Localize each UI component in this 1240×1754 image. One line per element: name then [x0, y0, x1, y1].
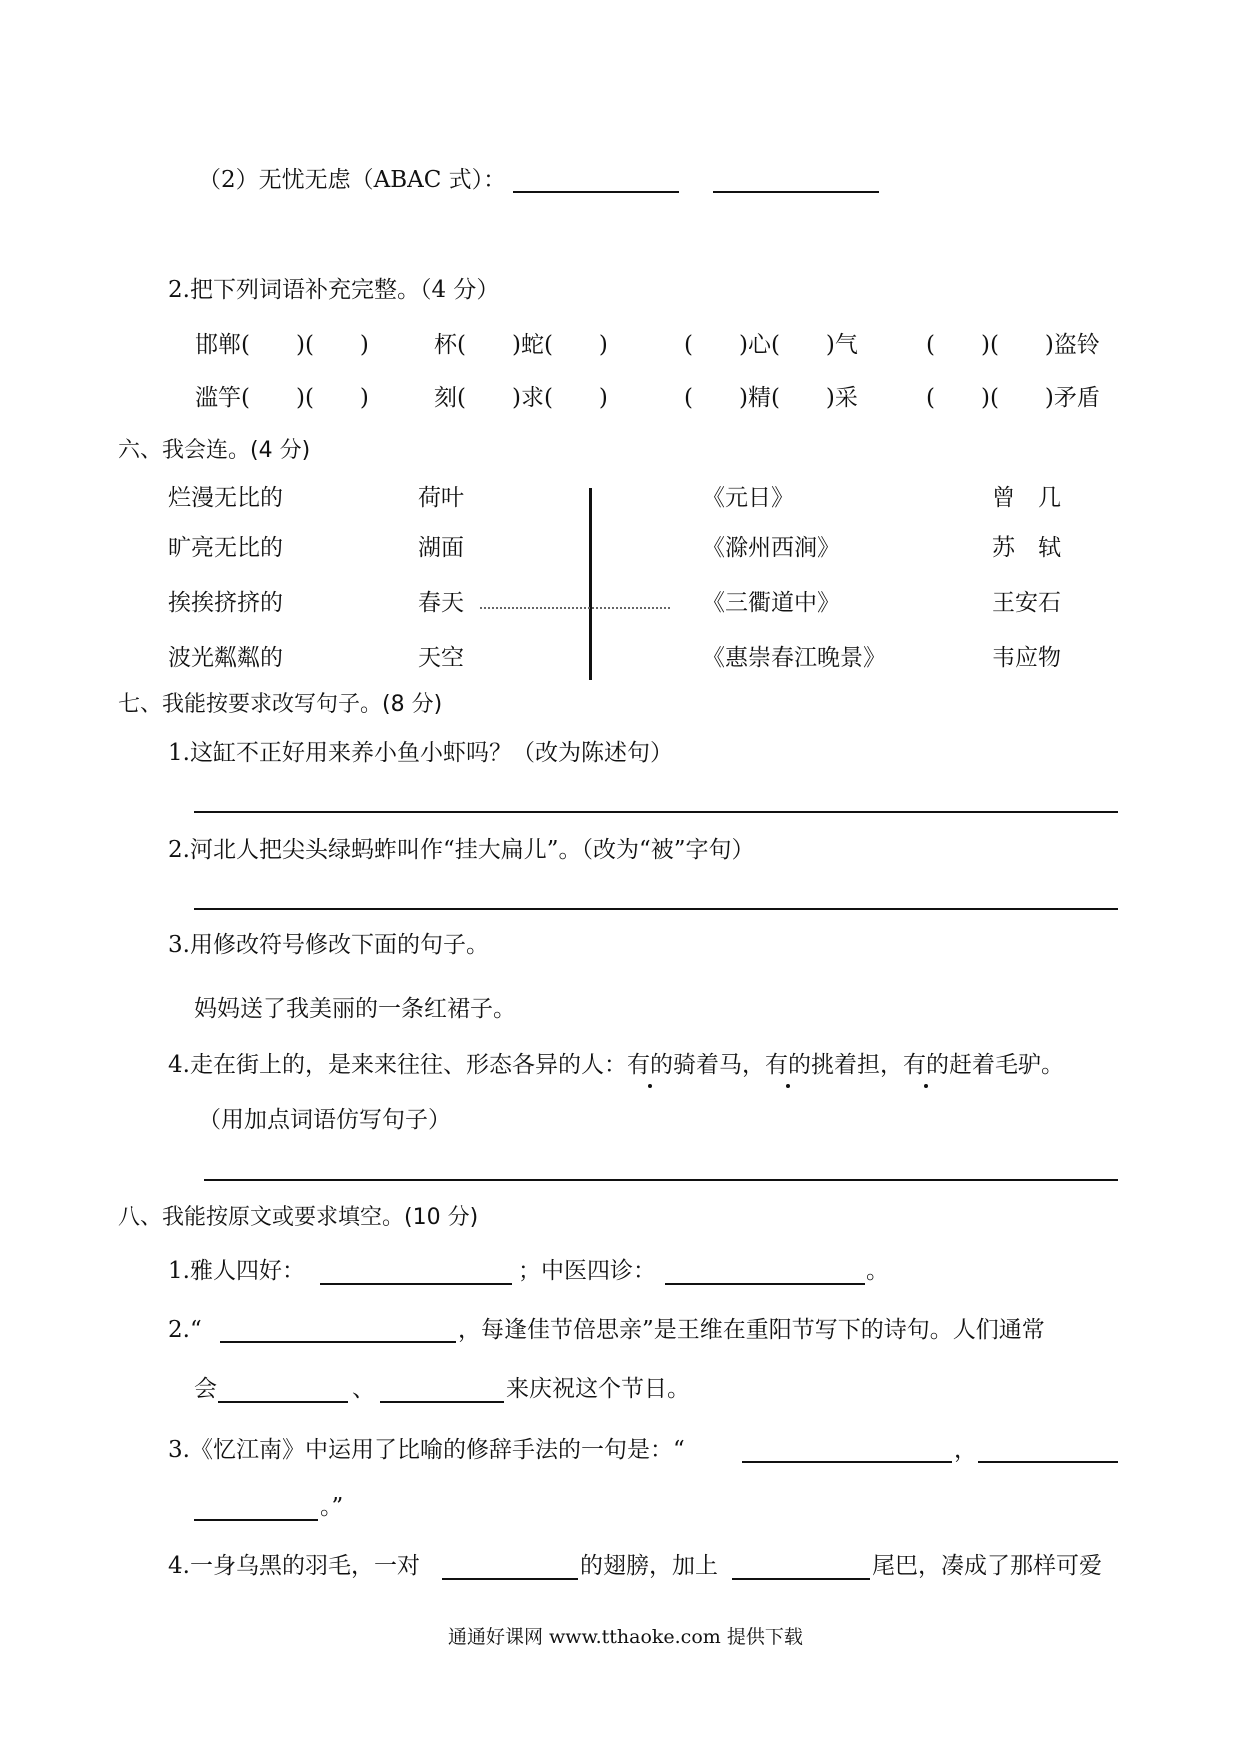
question-text: 尾巴，凑成了那样可爱 — [872, 1553, 1102, 1579]
dotted-connector — [480, 607, 670, 609]
match-left-item: 旷亮无比的 — [168, 535, 283, 561]
emphasized-word: 有的 — [764, 1052, 811, 1078]
section-title: 八、我能按原文或要求填空。(10 分) — [118, 1205, 479, 1230]
match-left-item: 波光粼粼的 — [168, 645, 283, 671]
idiom-cell: ( )精( )采 — [684, 385, 858, 411]
question-text-part: 赶着毛驴。 — [948, 1052, 1064, 1078]
match-poem-item: 《元日》 — [702, 485, 794, 511]
answer-blank[interactable] — [218, 1401, 348, 1403]
answer-blank[interactable] — [713, 191, 879, 193]
question-text-part: 骑着马， — [672, 1052, 765, 1078]
idiom-cell: 刻( )求( ) — [434, 385, 608, 411]
question-text: 会 — [194, 1376, 217, 1402]
question-text: 1.雅人四好： — [168, 1258, 305, 1284]
question-text: 。 — [866, 1258, 889, 1284]
question-text: 4.一身乌黑的羽毛，一对 — [168, 1553, 420, 1579]
match-author-item: 王安石 — [992, 590, 1061, 616]
section-title: 七、我能按要求改写句子。(8 分) — [118, 692, 443, 717]
match-left-item: 挨挨挤挤的 — [168, 590, 283, 616]
question-text-part: 挑着担， — [810, 1052, 903, 1078]
idiom-cell: ( )( )矛盾 — [926, 385, 1100, 411]
section-title: 六、我会连。(4 分) — [118, 438, 311, 463]
match-author-item: 苏 轼 — [992, 535, 1061, 561]
question-text: 1.这缸不正好用来养小鱼小虾吗？（改为陈述句） — [168, 740, 673, 766]
answer-blank[interactable] — [665, 1283, 865, 1285]
question-text: 3.用修改符号修改下面的句子。 — [168, 932, 489, 958]
answer-blank[interactable] — [513, 191, 679, 193]
question-note: （用加点词语仿写句子） — [198, 1107, 451, 1133]
emphasized-word: 有的 — [902, 1052, 949, 1078]
question-text: 的翅膀，加上 — [580, 1553, 718, 1579]
question-text: ， — [954, 1437, 977, 1463]
question-text: 、 — [352, 1376, 375, 1402]
question-text: ；中医四诊： — [518, 1258, 656, 1284]
question-prompt: 2.把下列词语补充完整。（4 分） — [168, 277, 500, 303]
question-text: 来庆祝这个节日。 — [506, 1376, 690, 1402]
idiom-cell: 杯( )蛇( ) — [434, 332, 608, 358]
emphasized-word: 有的 — [626, 1052, 673, 1078]
match-author-item: 曾 几 — [992, 485, 1061, 511]
answer-line[interactable] — [194, 908, 1118, 910]
answer-blank[interactable] — [320, 1283, 512, 1285]
answer-blank[interactable] — [220, 1341, 456, 1343]
idiom-cell: ( )心( )气 — [684, 332, 858, 358]
answer-blank[interactable] — [442, 1578, 578, 1580]
match-author-item: 韦应物 — [992, 645, 1061, 671]
answer-line[interactable] — [194, 811, 1118, 813]
idiom-cell: ( )( )盗铃 — [926, 332, 1100, 358]
match-noun-item: 天空 — [418, 645, 464, 671]
question-text — [168, 1050, 1064, 1080]
match-poem-item: 《惠崇春江晚景》 — [702, 645, 886, 671]
answer-line[interactable] — [204, 1179, 1118, 1181]
answer-blank[interactable] — [194, 1519, 318, 1521]
match-poem-item: 《滁州西涧》 — [702, 535, 840, 561]
question-text: 2.“ — [168, 1317, 202, 1343]
page-footer: 通通好课网 www.tthaoke.com 提供下载 — [448, 1626, 803, 1648]
question-text-part: 4.走在街上的，是来来往往、形态各异的人： — [168, 1052, 627, 1078]
answer-blank[interactable] — [742, 1461, 952, 1463]
question-text: 2.河北人把尖头绿蚂蚱叫作“挂大扁儿”。（改为“被”字句） — [168, 837, 755, 863]
match-poem-item: 《三衢道中》 — [702, 590, 840, 616]
question-text: 。” — [320, 1494, 344, 1520]
idiom-cell: 邯郸( )( ) — [195, 332, 369, 358]
answer-blank[interactable] — [978, 1461, 1118, 1463]
answer-blank[interactable] — [380, 1401, 504, 1403]
match-noun-item: 春天 — [418, 590, 464, 616]
match-left-item: 烂漫无比的 — [168, 485, 283, 511]
question-text: 3.《忆江南》中运用了比喻的修辞手法的一句是：“ — [168, 1437, 685, 1463]
match-noun-item: 荷叶 — [418, 485, 464, 511]
divider-line — [589, 488, 592, 680]
answer-blank[interactable] — [732, 1578, 870, 1580]
question-text: （2）无忧无虑（ABAC 式）： — [198, 167, 507, 193]
question-text: ，每逢佳节倍思亲”是王维在重阳节写下的诗句。人们通常 — [458, 1317, 1045, 1343]
match-noun-item: 湖面 — [418, 535, 464, 561]
sentence-to-fix: 妈妈送了我美丽的一条红裙子。 — [194, 996, 516, 1022]
idiom-cell: 滥竽( )( ) — [195, 385, 369, 411]
